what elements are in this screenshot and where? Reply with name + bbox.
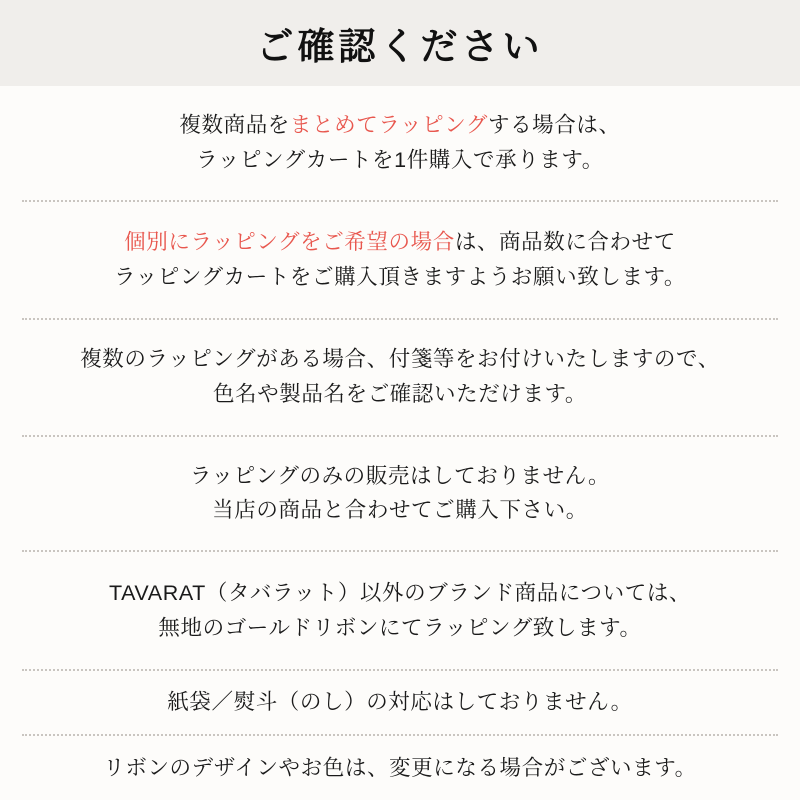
notice-line <box>103 751 696 786</box>
notice-item <box>22 320 778 437</box>
notice-item <box>22 202 778 320</box>
notice-line <box>124 225 676 260</box>
notice-line <box>213 377 587 412</box>
notice-line <box>158 611 641 646</box>
notice-text: は、商品数に合わせて <box>454 229 676 254</box>
notice-text: 複数のラッピングがある場合、付箋等をお付けいたしますので、 <box>80 347 720 372</box>
notice-line <box>114 260 686 295</box>
notice-item <box>22 437 778 553</box>
notice-line <box>196 143 604 178</box>
notice-text: TAVARAT（タバラット）以外のブランド商品については、 <box>108 580 692 605</box>
highlighted-text: 個別にラッピングをご希望の場合 <box>124 229 455 254</box>
page-header <box>0 0 800 86</box>
notice-line <box>167 685 632 720</box>
page-title: ご確認ください <box>256 26 544 67</box>
notice-line <box>190 459 610 494</box>
notice-line <box>212 493 588 528</box>
notice-text: ラッピングのみの販売はしておりません。 <box>189 463 611 488</box>
notice-item <box>22 86 778 202</box>
notice-text: 紙袋／熨斗（のし）の対応はしておりません。 <box>167 690 633 715</box>
notice-text: する場合は、 <box>487 112 621 137</box>
notice-text: 当店の商品と合わせてご購入下さい。 <box>212 498 588 523</box>
notice-item <box>22 552 778 671</box>
notice-text: リボンのデザインやお色は、変更になる場合がございます。 <box>103 755 697 780</box>
notice-text: 色名や製品名をご確認いただけます。 <box>213 382 587 407</box>
notice-line <box>109 576 691 611</box>
notice-text: ラッピングカートを1件購入で承ります。 <box>196 147 604 172</box>
notice-line <box>179 108 620 143</box>
notice-item <box>22 736 778 800</box>
notice-text: ラッピングカートをご購入頂きますようお願い致します。 <box>113 264 687 289</box>
notice-text: 無地のゴールドリボンにてラッピング致します。 <box>158 615 642 640</box>
notice-list <box>0 86 800 800</box>
notice-text: 複数商品を <box>179 112 290 137</box>
highlighted-text: まとめてラッピング <box>289 112 488 137</box>
notice-item <box>22 671 778 736</box>
notice-line <box>80 342 720 377</box>
